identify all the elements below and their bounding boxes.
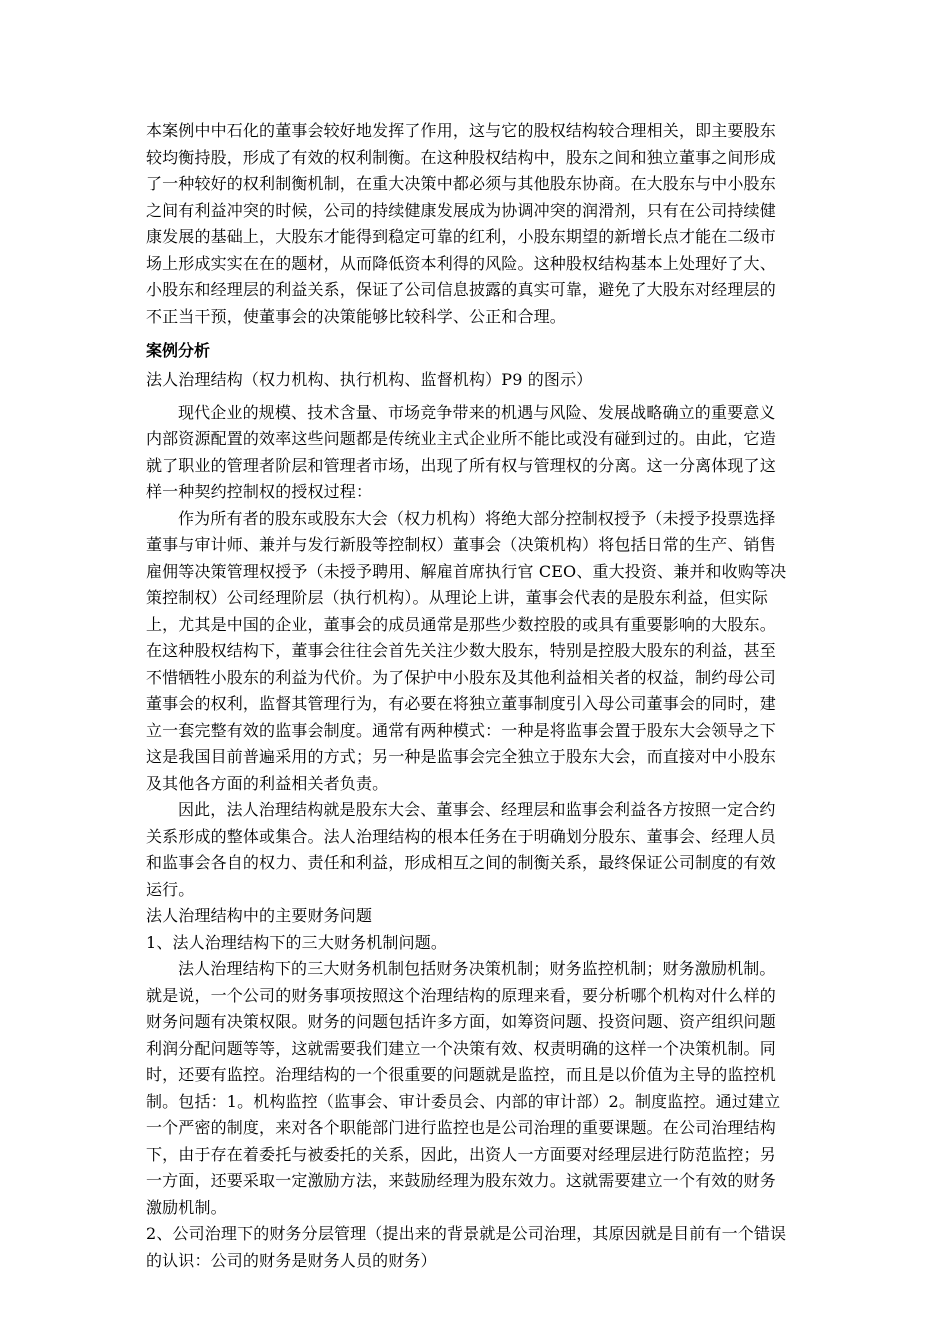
text-line: 之间有利益冲突的时候，公司的持续健康发展成为协调冲突的润滑剂，只有在公司持续健 [146, 200, 776, 220]
text-line: 和监事会各自的权力、责任和利益，形成相互之间的制衡关系，最终保证公司制度的有效 [146, 853, 776, 872]
text-line: 董事与审计师、兼并与发行新股等控制权）董事会（决策机构）将包括日常的生产、销售 [146, 535, 776, 554]
item-2-financial-layered-management [146, 1221, 808, 1274]
text-line: 法人治理结构下的三大财务机制包括财务决策机制；财务监控机制；财务激励机制。 [178, 959, 776, 978]
text-line: 场上形成实实在在的题材，从而降低资本利得的风险。这种股权结构基本上处理好了大、 [146, 253, 776, 273]
paragraph-governance-definition [146, 797, 808, 903]
paragraph-board-effectiveness [146, 118, 808, 330]
text-line: 一个严密的制度，来对各个职能部门进行监控也是公司治理的重要课题。在公司治理结构 [146, 1118, 776, 1137]
text-line: 运行。 [146, 879, 195, 899]
text-line: 关系形成的整体或集合。法人治理结构的根本任务在于明确划分股东、董事会、经理人员 [146, 826, 776, 846]
paragraph-authorization-process [146, 506, 808, 798]
text-line: 样一种契约控制权的授权过程： [146, 482, 373, 501]
text-line: 的认识：公司的财务是财务人员的财务） [146, 1250, 437, 1270]
text-line: 不惜牺牲小股东的利益为代价。为了保护中小股东及其他利益相关者的权益，制约母公司 [146, 667, 776, 687]
section-heading-case-analysis: 案例分析 [146, 341, 211, 360]
text-line: 上，尤其是中国的企业，董事会的成员通常是那些少数控股的或具有重要影响的大股东。 [146, 614, 776, 634]
text-line: 一方面，还要采取一定激励方法，来鼓励经理为股东效力。这就需要建立一个有效的财务 [146, 1171, 776, 1190]
text-line: 时，还要有监控。治理结构的一个很重要的问题就是监控，而且是以价值为主导的监控机 [146, 1065, 776, 1084]
text-line: 本案例中中石化的董事会较好地发挥了作用，这与它的股权结构较合理相关，即主要股东 [146, 121, 776, 140]
text-line: 了一种较好的权利制衡机制，在重大决策中都必须与其他股东协商。在大股东与中小股东 [146, 174, 776, 193]
item-1-title: 1、法人治理结构下的三大财务机制问题。 [146, 932, 448, 952]
text-line: 2、公司治理下的财务分层管理（提出来的背景就是公司治理，其原因就是目前有一个错误 [146, 1224, 787, 1243]
section-title-financial-issues: 法人治理结构中的主要财务问题 [146, 906, 373, 925]
text-line: 及其他各方面的利益相关者负责。 [146, 773, 389, 793]
text-line: 策控制权）公司经理阶层（执行机构）。从理论上讲，董事会代表的是股东利益，但实际 [146, 588, 768, 607]
subtitle-governance-structure: 法人治理结构（权力机构、执行机构、监督机构）P9 的图示） [146, 370, 593, 389]
text-line: 财务问题有决策权限。财务的问题包括许多方面，如筹资问题、投资问题、资产组织问题 [146, 1012, 776, 1031]
text-line: 就了职业的管理者阶层和管理者市场，出现了所有权与管理权的分离。这一分离体现了这 [146, 455, 776, 475]
paragraph-modern-enterprise [146, 400, 808, 506]
text-line: 现代企业的规模、技术含量、市场竞争带来的机遇与风险、发展战略确立的重要意义 [178, 402, 776, 422]
text-line: 董事会的权利，监督其管理行为，有必要在将独立董事制度引入母公司董事会的同时，建 [146, 694, 776, 713]
text-line: 下，由于存在着委托与被委托的关系，因此，出资人一方面要对经理层进行防范监控；另 [146, 1144, 776, 1164]
text-line: 利润分配问题等等，这就需要我们建立一个决策有效、权责明确的这样一个决策机制。同 [146, 1038, 776, 1058]
paragraph-financial-mechanisms [146, 956, 808, 1221]
text-line: 作为所有者的股东或股东大会（权力机构）将绝大部分控制权授予（未授予投票选择 [178, 508, 776, 528]
text-line: 雇佣等决策管理权授予（未授予聘用、解雇首席执行官 CEO、重大投资、兼并和收购等决 [146, 561, 787, 581]
text-line: 就是说，一个公司的财务事项按照这个治理结构的原理来看，要分析哪个机构对什么样的 [146, 985, 776, 1005]
text-line: 因此，法人治理结构就是股东大会、董事会、经理层和监事会利益各方按照一定合约 [178, 800, 776, 819]
text-line: 小股东和经理层的利益关系，保证了公司信息披露的真实可靠，避免了大股东对经理层的 [146, 280, 776, 299]
text-line: 在这种股权结构下，董事会往往会首先关注少数大股东，特别是控股大股东的利益，甚至 [146, 641, 776, 660]
text-line: 内部资源配置的效率这些问题都是传统业主式企业所不能比或没有碰到过的。由此，它造 [146, 429, 776, 448]
text-line: 不正当干预，使董事会的决策能够比较科学、公正和合理。 [146, 306, 566, 326]
text-line: 制。包括：1。机构监控（监事会、审计委员会、内部的审计部）2。制度监控。通过建立 [146, 1091, 781, 1111]
text-line: 这是我国目前普遍采用的方式；另一种是监事会完全独立于股东大会，而直接对中小股东 [146, 747, 776, 766]
text-line: 立一套完整有效的监事会制度。通常有两种模式：一种是将监事会置于股东大会领导之下 [146, 720, 776, 740]
text-line: 康发展的基础上，大股东才能得到稳定可靠的红利，小股东期望的新增长点才能在二级市 [146, 227, 776, 246]
document-page [146, 118, 808, 1274]
text-line: 较均衡持股，形成了有效的权利制衡。在这种股权结构中，股东之间和独立董事之间形成 [146, 147, 776, 167]
text-line: 激励机制。 [146, 1197, 227, 1217]
